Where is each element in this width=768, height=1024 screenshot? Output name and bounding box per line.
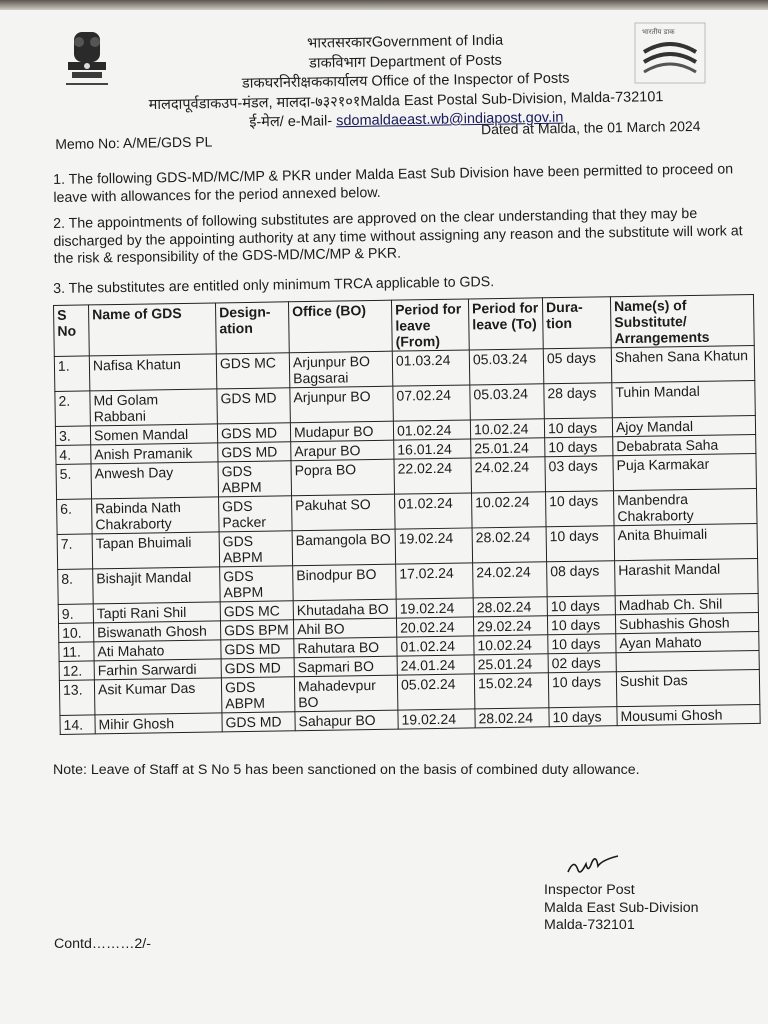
table-cell: 01.02.24 [393,420,470,440]
table-cell [616,650,759,671]
table-cell: Asit Kumar Das [94,678,222,715]
table-cell: 10 days [548,634,616,654]
column-header: Period for leave (From) [391,299,469,351]
table-cell: 3. [55,426,90,446]
continued-marker: Contd………2/- [54,936,151,952]
paragraph-3: 3. The substitutes are entitled only minimum TRCA applicable to GDS. [53,274,495,297]
logo-text: भारतीय डाक [642,28,675,36]
column-header: S No [54,305,90,357]
table-cell: 24.02.24 [473,562,548,598]
table-cell: Tapti Rani Shil [93,602,220,623]
table-cell: GDS Packer [219,496,293,532]
table-cell: Mudapur BO [290,421,393,442]
table-cell: 28.02.24 [475,708,549,728]
table-cell: 10 days [544,418,612,438]
table-cell: 13. [59,680,95,716]
table-cell: 7. [57,534,93,570]
table-cell: 22.02.24 [394,458,472,494]
table-cell: Puja Karmakar [613,453,757,490]
table-cell: 10.02.24 [474,635,548,655]
table-cell: Pakuhat SO [292,494,396,531]
table-cell: Subhashis Ghosh [615,612,758,633]
table-cell: 11. [59,642,94,662]
table-cell: 01.02.24 [397,636,474,656]
table-cell: 01.02.24 [395,493,473,529]
table-cell: 19.02.24 [395,528,473,564]
column-header: Office (BO) [288,300,392,353]
table-cell: Debabrata Saha [613,434,756,455]
table-cell: GDS MC [220,601,293,621]
table-cell: 10 days [545,437,613,457]
table-cell: 10.02.24 [472,492,547,528]
signatory-block [544,882,699,935]
note: Note: Leave of Staff at S No 5 has been sanctioned on the basis of combined duty allowance. [53,762,640,778]
table-cell: 01.03.24 [392,350,470,386]
table-cell: 24.02.24 [471,457,546,493]
table-cell: Ati Mahato [94,640,221,661]
table-cell: 28.02.24 [473,597,547,617]
table-cell: 10.02.24 [470,419,544,439]
signatory-office: Malda East Sub-Division [544,899,699,916]
table-cell: Rahutara BO [294,637,397,658]
table-cell: Shahen Sana Khatun [611,345,755,382]
table-cell: 05.02.24 [397,674,475,710]
table-cell: 03 days [545,456,614,492]
table-cell: GDS ABPM [218,461,292,497]
email-link[interactable]: sdomaldaeast.wb@indiapost.gov.in [336,109,564,130]
table-cell: 10 days [547,615,615,635]
table-cell: GDS MD [221,639,294,659]
table-cell: Arapur BO [291,440,394,461]
table-cell: 07.02.24 [393,385,471,421]
memo-date: Dated at Malda, the 01 March 2024 [480,117,701,138]
table-cell: Tapan Bhuimali [92,532,220,569]
header-subdivision: मालदापूर्वडाकउप-मंडल, मालदा-७३२१०१Malda East Postal Sub-Division, Malda-732101 [148,88,664,113]
table-cell: 19.02.24 [396,598,473,618]
header-government: भारतसरकारGovernment of India [306,32,504,52]
column-header: Name of GDS [89,303,217,356]
table-cell: 10. [59,623,94,643]
table-cell: GDS MD [218,442,291,462]
table-cell: 15.02.24 [474,673,549,709]
table-cell: Nafisa Khatun [89,354,217,391]
table-cell: 29.02.24 [473,616,547,636]
table-cell: 6. [57,499,93,535]
email-label: ई-मेल/ e-Mail- [249,113,337,131]
table-cell: GDS MC [216,353,290,389]
table-cell: Biswanath Ghosh [93,621,220,642]
table-cell: GDS ABPM [219,531,293,567]
table-cell: Bishajit Mandal [93,567,221,604]
table-cell: 25.01.24 [474,654,548,674]
column-header: Design-ation [215,302,289,354]
table-cell: 10 days [547,596,615,616]
column-header: Period for leave (To) [468,298,543,350]
table-cell: Popra BO [291,459,395,496]
table-cell: GDS ABPM [220,566,294,602]
signatory-title: Inspector Post [544,882,635,898]
table-cell: 1. [54,356,90,392]
table-cell: 8. [58,569,94,605]
scan-edge [0,0,768,10]
table-cell: Anish Pramanik [91,443,218,464]
table-cell: 05.03.24 [470,384,545,420]
paragraph-1: 1. The following GDS-MD/MC/MP & PKR under Malda East Sub Division have been permitted to proceed on leave with allowances for the period annexed below. [53,161,734,206]
table-cell: 4. [56,445,91,465]
table-cell: Harashit Mandal [615,558,759,595]
paragraph-2: 2. The appointments of following substitutes are approved on the clear understanding that they may be discharged by the appointing authority at any time without assigning any reason and the substitute will work at the risk & responsibility of the GDS-MD/MC/MP & PKR. [53,205,743,267]
table-body [54,345,760,734]
table-cell: Mihir Ghosh [95,713,222,734]
table-cell: Binodpur BO [293,564,397,601]
signature-mark [562,848,632,880]
table-cell: 14. [60,715,95,735]
column-header: Dura-tion [542,297,611,349]
table-cell: Bamangola BO [292,529,396,566]
table-cell: 10 days [545,491,614,527]
table-cell: 28.02.24 [472,527,547,563]
table-cell: Tuhin Mandal [612,380,756,417]
table-cell: 10 days [548,672,617,708]
table-cell: Ayan Mahato [616,631,759,652]
table-cell: 12. [59,661,94,681]
table-cell: GDS ABPM [221,677,295,713]
table-cell: 10 days [549,707,617,727]
table-cell: 2. [55,391,91,427]
table-cell: 02 days [548,653,616,673]
table-cell: 05 days [543,348,612,384]
table-cell: 5. [56,464,92,500]
table-cell: Manbendra Chakraborty [613,488,757,525]
table-cell: Mousumi Ghosh [617,704,760,725]
table-cell: 20.02.24 [396,617,473,637]
header-office: डाकघरनिरीक्षककार्यालय Office of the Inspector of Posts [241,70,570,92]
table-cell: Sapmari BO [294,656,397,677]
table-cell: GDS MD [217,388,291,424]
table-cell: 05.03.24 [469,349,544,385]
table-cell: 08 days [547,561,616,597]
column-header: Name(s) of Substitute/ Arrangements [610,294,754,347]
table-cell: Rabinda Nath Chakraborty [92,497,220,534]
leave-table [53,294,761,735]
table-cell: Anita Bhuimali [614,523,758,560]
table-cell: GDS MD [221,658,294,678]
table-cell: Farhin Sarwardi [94,659,221,680]
table-cell: 19.02.24 [398,709,475,729]
table-cell: Ahil BO [293,618,396,639]
table-cell: Sushit Das [616,669,760,706]
table-cell: Arjunpur BO [290,386,394,423]
memo-number: Memo No: A/ME/GDS PL [55,133,213,152]
table-cell: Madhab Ch. Shil [615,593,758,614]
table-cell: Mahadevpur BO [294,675,398,712]
table-cell: 17.02.24 [396,563,474,599]
table-cell: GDS MD [217,423,290,443]
table-cell: 16.01.24 [394,439,471,459]
table-cell: Anwesh Day [91,462,219,499]
table-cell: 9. [58,604,93,624]
table-cell: 28 days [544,383,613,419]
table-cell: Md Golam Rabbani [90,389,218,426]
table-cell: Sahapur BO [295,710,398,731]
table-cell: Somen Mandal [90,424,217,445]
table-cell: Arjunpur BO Bagsarai [289,351,393,388]
table-cell: 10 days [546,526,615,562]
table-cell: Ajoy Mandal [612,415,755,436]
table-cell: GDS MD [222,712,295,732]
header-department: डाकविभाग Department of Posts [308,52,502,72]
table-cell: 24.01.24 [397,655,474,675]
signatory-address: Malda-732101 [544,917,635,933]
table-cell: Khutadaha BO [293,599,396,620]
table-cell: GDS BPM [220,620,293,640]
table-cell: 25.01.24 [471,438,545,458]
